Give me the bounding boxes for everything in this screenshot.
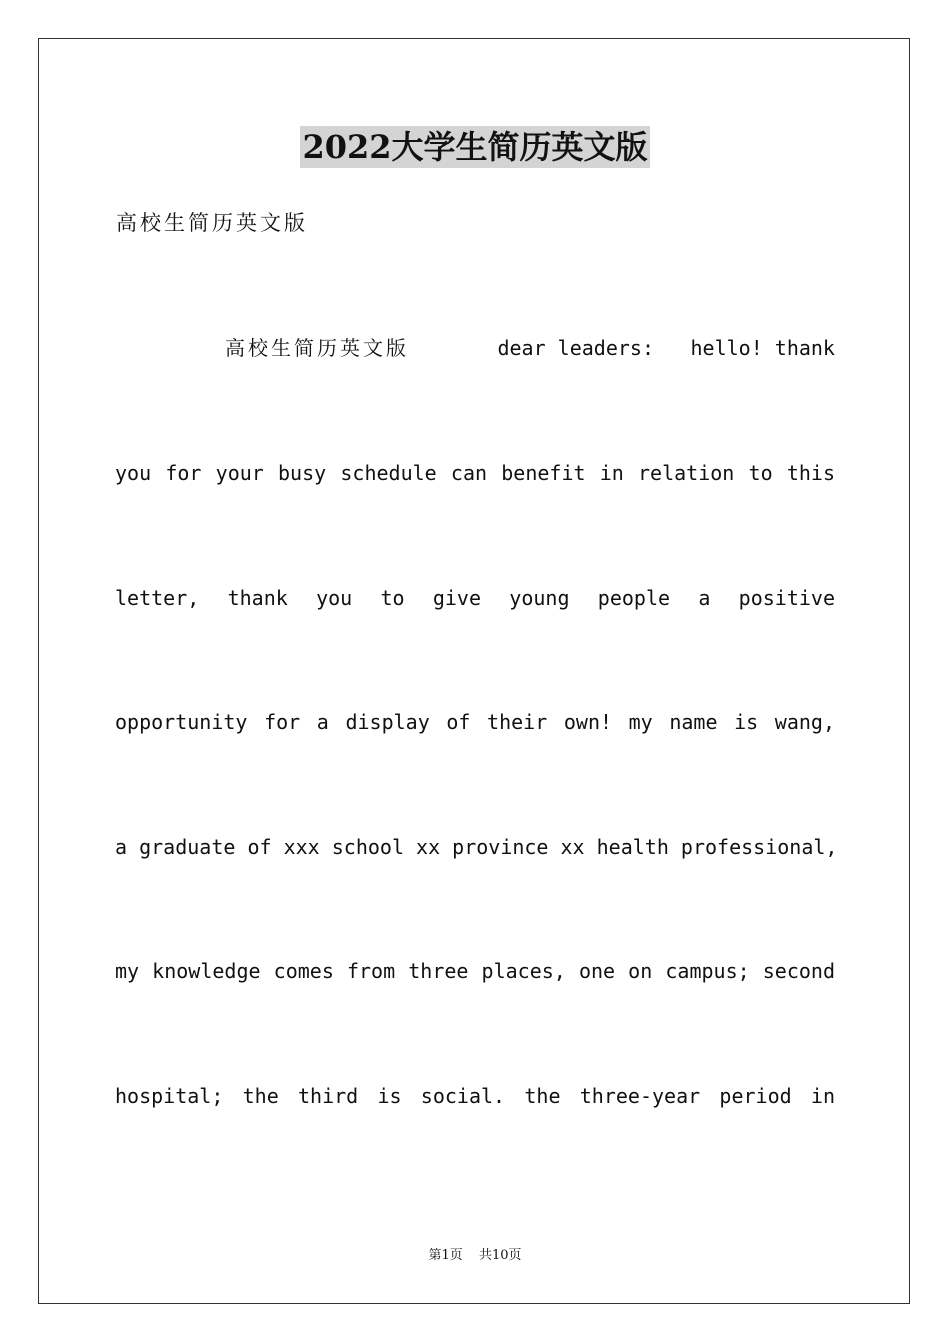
- line-1-chinese: 高校生简历英文版: [225, 336, 409, 360]
- line-1-greeting: [445, 331, 654, 365]
- page-number-total: 共10页: [478, 1248, 522, 1263]
- document-title: 2022大学生简历英文版: [302, 128, 648, 166]
- title-container: [0, 126, 950, 168]
- paragraph-line-5: a graduate of xxx school xx province xx health professional,: [115, 835, 838, 859]
- document-subtitle: 高校生简历英文版: [116, 211, 308, 235]
- paragraph-line-1: [115, 331, 835, 365]
- paragraph-line-7: hospital; the third is social. the three-year period in: [115, 1084, 835, 1108]
- paragraph-line-2: you for your busy schedule can benefit in relation to this: [115, 461, 835, 485]
- line-1-dear-leaders: dear leaders:: [497, 336, 655, 360]
- line-1-hello: hello! thank: [690, 336, 835, 360]
- page-number-current: 第1页: [428, 1248, 463, 1263]
- paragraph-line-4: opportunity for a display of their own! my name is wang,: [115, 710, 835, 734]
- page-footer: [0, 1246, 950, 1266]
- paragraph-line-3: letter, thank you to give young people a positive: [115, 586, 835, 610]
- paragraph-line-6: my knowledge comes from three places, one on campus; second: [115, 959, 835, 983]
